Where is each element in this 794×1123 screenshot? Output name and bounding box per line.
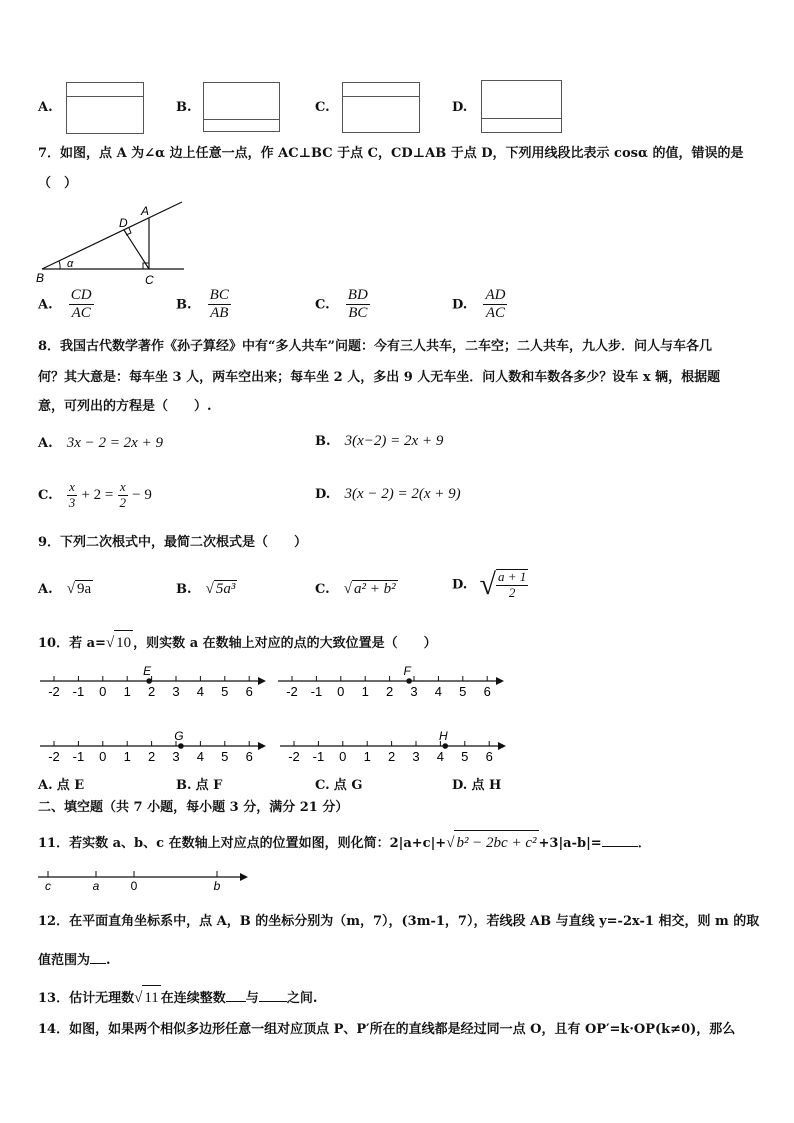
q11-label-0: 0 xyxy=(130,879,138,893)
q7-label-alpha: α xyxy=(67,258,74,270)
q10-tick-label: 5 xyxy=(461,749,469,764)
q10-tick-label: 3 xyxy=(172,749,180,764)
q10-tick-label: 5 xyxy=(459,684,467,699)
q9-text: 9．下列二次根式中，最简二次根式是（ ） xyxy=(38,535,308,550)
q6-option-a-figure xyxy=(66,82,144,134)
q10-text: 10．若 a=√ 10 ，则实数 a 在数轴上对应的点的大致位置是（ ） xyxy=(38,630,437,655)
q11-text: 11．若实数 a、b、c 在数轴上对应点的位置如图，则化简：2|a+c|+√ b² − 2bc + c² +3|a-b|= ． xyxy=(38,830,778,855)
q7-paren: （ ） xyxy=(38,176,78,191)
q9-option-a: A. √ 9a xyxy=(38,581,92,597)
q10-tick-label: 0 xyxy=(337,684,345,699)
q10-number-lines xyxy=(30,660,510,770)
q10-point-e xyxy=(146,678,152,684)
q6-option-c-label: C. xyxy=(315,100,330,115)
q7-label-c: C xyxy=(145,273,154,287)
q8-line3: 意，可列出的方程是（ ）. xyxy=(38,399,212,414)
q10-tick-label: 4 xyxy=(434,684,443,699)
q10-tick-label: 3 xyxy=(172,684,180,699)
q10-tick-label: -2 xyxy=(286,684,298,699)
q10-number-line-3 xyxy=(40,729,266,764)
q10-tick-label: -1 xyxy=(72,684,85,699)
q11-number-line xyxy=(36,868,256,894)
q6-option-b-label: B. xyxy=(176,100,192,115)
q12-answer-blank[interactable] xyxy=(90,963,106,964)
q8-line2: 何？其大意是：每车坐 3 人，两车空出来；每车坐 2 人，多出 9 人无车坐．问人数和车数各多少？设车 x 辆，根据题 xyxy=(38,370,721,385)
q6-option-d-figure xyxy=(481,80,562,133)
q10-tick-label: -1 xyxy=(310,684,323,699)
q11-answer-blank[interactable] xyxy=(602,846,638,847)
q10-tick-label: 3 xyxy=(410,684,418,699)
q10-tick-label: 0 xyxy=(339,749,347,764)
q10-tick-label: 6 xyxy=(245,749,253,764)
q6-option-d-label: D. xyxy=(452,100,468,115)
q10-tick-label: 4 xyxy=(196,684,205,699)
q10-tick-label: 3 xyxy=(412,749,420,764)
q10-number-line-2 xyxy=(278,664,504,699)
q10-tick-label: 6 xyxy=(485,749,493,764)
q7-label-b: B xyxy=(36,271,45,285)
q10-tick-label: 2 xyxy=(147,749,156,764)
section2-title: 二、填空题（共 7 小题，每小题 3 分，满分 21 分） xyxy=(38,800,349,815)
q10-point-label: E xyxy=(143,664,152,678)
q8-option-b: B. 3(x−2) = 2x + 9 xyxy=(315,433,444,449)
q10-tick-label: 2 xyxy=(385,684,394,699)
q10-tick-label: 5 xyxy=(221,749,229,764)
q10-tick-label: 6 xyxy=(483,684,491,699)
q10-tick-label: 2 xyxy=(387,749,396,764)
q10-tick-label: 5 xyxy=(221,684,229,699)
q10-tick-label: 1 xyxy=(363,749,371,764)
q10-tick-label: 1 xyxy=(123,749,131,764)
q10-number-line-1 xyxy=(40,664,266,699)
q10-tick-label: -2 xyxy=(48,749,60,764)
q10-tick-label: 2 xyxy=(147,684,156,699)
q11-label-b: b xyxy=(213,879,221,893)
q10-tick-label: 4 xyxy=(436,749,445,764)
q10-point-f xyxy=(406,678,412,684)
q7-label-a: A xyxy=(141,204,150,218)
q8-option-a: A. 3x − 2 = 2x + 9 xyxy=(38,435,163,451)
q8-line1: 8．我国古代数学著作《孙子算经》中有“多人共车”问题：今有三人共车，二车空；二人共车，九人步．问人与车各几 xyxy=(38,339,713,354)
q7-label-d: D xyxy=(119,216,128,230)
q7-triangle-figure xyxy=(30,196,190,288)
q10-tick-label: -1 xyxy=(312,749,325,764)
q10-point-g xyxy=(178,743,184,749)
q12-line2: 值范围为 . xyxy=(38,953,111,968)
q7-text: 7．如图，点 A 为∠α 边上任意一点，作 AC⊥BC 于点 C，CD⊥AB 于点 D，下列用线段比表示 cosα 的值，错误的是 xyxy=(38,146,744,161)
q10-option-a: A. 点 E xyxy=(38,778,85,793)
q11-label-c: c xyxy=(45,879,51,893)
q9-option-b: B. √ 5a³ xyxy=(176,581,236,597)
q7-option-c: C. $\frac{BD}{BC}$ xyxy=(315,287,368,322)
q13-answer-blank-2[interactable] xyxy=(259,1001,287,1002)
q6-option-b-figure xyxy=(203,82,280,132)
q10-option-d: D. 点 H xyxy=(452,778,502,793)
q10-option-b: B. 点 F xyxy=(176,778,223,793)
q10-tick-label: 1 xyxy=(123,684,131,699)
q7-option-d: D. $\frac{AD}{AC}$ xyxy=(452,287,506,322)
q6-option-a-label: A. xyxy=(38,100,53,115)
q10-number-line-4 xyxy=(280,729,506,764)
q10-tick-label: 4 xyxy=(196,749,205,764)
q11-label-a: a xyxy=(92,879,100,893)
q10-point-h xyxy=(442,743,448,749)
q14-text: 14．如图，如果两个相似多边形任意一组对应顶点 P、P′所在的直线都是经过同一点 O，且有 OP′=k·OP(k≠0)，那么 xyxy=(38,1022,736,1037)
q10-tick-label: -2 xyxy=(288,749,300,764)
q13-text: 13．估计无理数√ 11 在连续整数 与 之间. xyxy=(38,985,317,1010)
q7-option-a: A. $\frac{CD}{AC}$ xyxy=(38,287,92,322)
q10-tick-label: 0 xyxy=(99,749,107,764)
q13-answer-blank-1[interactable] xyxy=(226,1001,246,1002)
q7-option-b: B. $\frac{BC}{AB}$ xyxy=(176,287,229,322)
q9-option-c: C. √ a² + b² xyxy=(315,581,396,597)
q12-line1: 12．在平面直角坐标系中，点 A，B 的坐标分别为（m，7），(3m-1，7），若线段 AB 与直线 y=-2x-1 相交，则 m 的取 xyxy=(38,914,760,929)
q8-option-d: D. 3(x − 2) = 2(x + 9) xyxy=(315,486,461,502)
q10-tick-label: -1 xyxy=(72,749,85,764)
q10-tick-label: 6 xyxy=(245,684,253,699)
q10-tick-label: 1 xyxy=(361,684,369,699)
q6-option-c-figure xyxy=(342,82,420,133)
q10-tick-label: 0 xyxy=(99,684,107,699)
q10-point-label: H xyxy=(438,729,448,743)
q10-tick-label: -2 xyxy=(48,684,60,699)
q10-point-label: F xyxy=(403,664,411,678)
q9-option-d: D. √ $\frac{a + 1}{2}$ xyxy=(452,568,527,601)
q8-option-c: C. $\frac{x}{3}$ + 2 = $\frac{x}{2}$ − 9 xyxy=(38,479,152,510)
q10-option-c: C. 点 G xyxy=(315,778,363,793)
q10-point-label: G xyxy=(174,729,184,743)
